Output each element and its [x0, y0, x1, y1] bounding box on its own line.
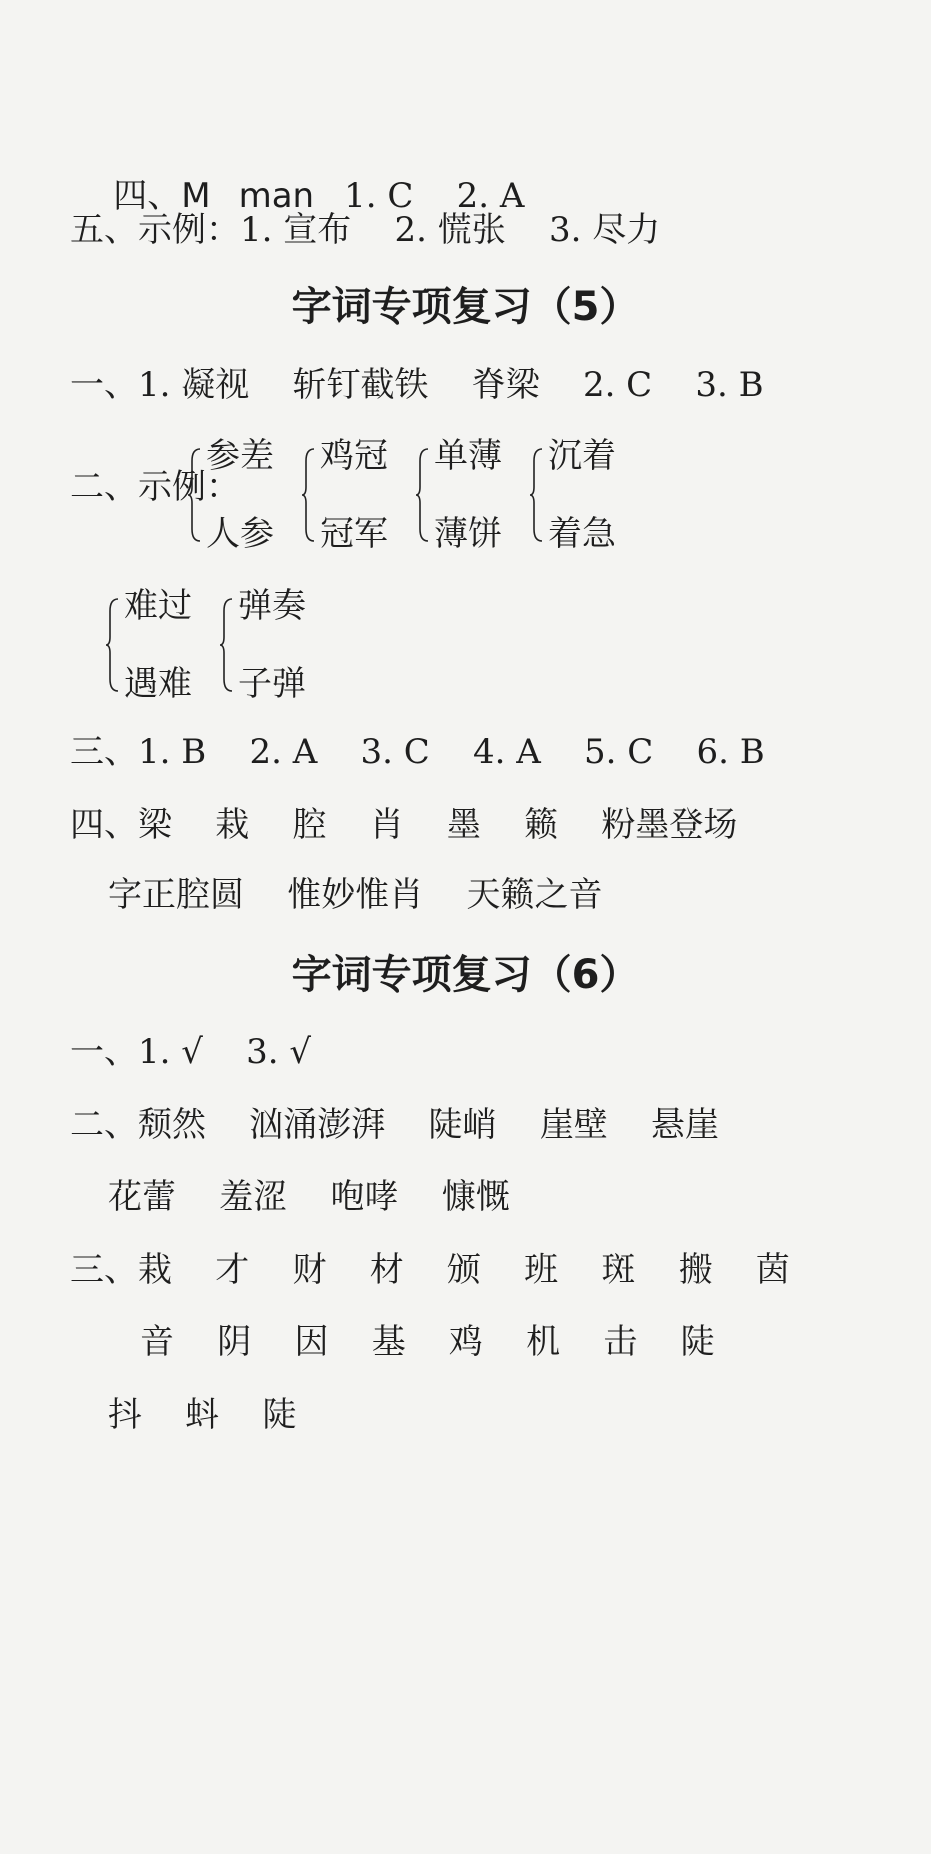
- pair-top-word: 单薄: [434, 436, 502, 476]
- s5-question-3: 三、1. B 2. A 3. C 4. A 5. C 6. B: [70, 732, 765, 772]
- brace-icon: [188, 447, 202, 543]
- s5-question-4b: 字正腔圆 惟妙惟肖 天籁之音: [108, 875, 603, 915]
- pair-bottom-word: 子弹: [238, 664, 306, 704]
- pair-top-word: 弹奏: [238, 586, 306, 626]
- pair-bottom-word: 冠军: [320, 514, 388, 554]
- s6-question-1: 一、1. √ 3. √: [70, 1032, 312, 1072]
- brace-icon: [302, 447, 316, 543]
- answer-line-5: 五、示例：1. 宣布 2. 慌张 3. 尽力: [70, 210, 661, 250]
- answer-4-man: man: [238, 176, 315, 216]
- brace-icon: [530, 447, 544, 543]
- pair-bottom-word: 人参: [206, 514, 274, 554]
- s6-question-2a: 二、颓然 汹涌澎湃 陡峭 崖壁 悬崖: [70, 1105, 719, 1145]
- s6-question-3b: 音 阴 因 基 鸡 机 击 陡: [140, 1322, 715, 1362]
- brace-icon: [106, 597, 120, 693]
- brace-icon: [416, 447, 430, 543]
- answer-4-prefix: 四、M: [113, 176, 211, 216]
- s5-question-1: 一、1. 凝视 斩钉截铁 脊梁 2. C 3. B: [70, 365, 764, 405]
- pair-bottom-word: 薄饼: [434, 514, 502, 554]
- s6-question-3c: 抖 蚪 陡: [108, 1395, 297, 1435]
- section-heading-6: 字词专项复习（6）: [291, 952, 640, 998]
- pair-top-word: 鸡冠: [320, 436, 388, 476]
- answer-4-choices: 1. C 2. A: [344, 176, 525, 216]
- pair-top-word: 难过: [124, 586, 192, 626]
- s5-question-2-label: 二、示例：: [70, 467, 240, 507]
- pair-bottom-word: 遇难: [124, 664, 192, 704]
- s5-question-4a: 四、梁 栽 腔 肖 墨 籁 粉墨登场: [70, 805, 738, 845]
- s6-question-2b: 花蕾 羞涩 咆哮 慷慨: [108, 1177, 510, 1217]
- brace-icon: [220, 597, 234, 693]
- s6-question-3a: 三、栽 才 财 材 颁 班 斑 搬 茵: [70, 1250, 790, 1290]
- pair-bottom-word: 着急: [548, 514, 616, 554]
- section-heading-5: 字词专项复习（5）: [291, 284, 640, 330]
- pair-top-word: 参差: [206, 436, 274, 476]
- pair-top-word: 沉着: [548, 436, 616, 476]
